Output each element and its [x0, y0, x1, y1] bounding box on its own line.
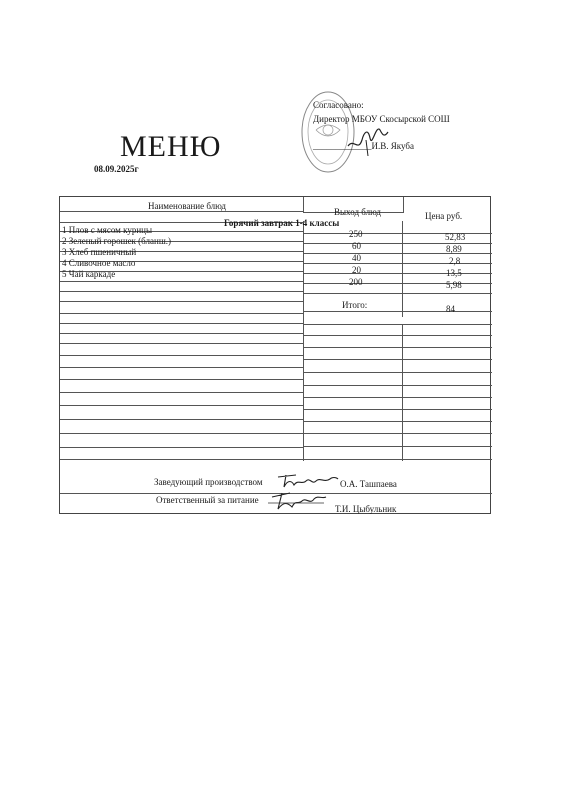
table-rule	[60, 405, 303, 406]
table-rule	[303, 263, 492, 264]
table-rule	[60, 281, 303, 282]
table-rule	[303, 433, 492, 434]
responsible-signature-icon	[268, 489, 328, 515]
header-price: Цена руб.	[425, 211, 463, 221]
table-rule	[303, 293, 492, 294]
table-rule	[303, 283, 492, 284]
table-rule	[60, 291, 303, 292]
dish-name: 2 Зеленый горошек (бланш.)	[62, 236, 172, 246]
table-rule	[303, 359, 492, 360]
page-title: МЕНЮ	[120, 130, 222, 163]
table-rule	[303, 347, 492, 348]
menu-table	[59, 196, 491, 514]
total-value: 84	[446, 304, 455, 314]
dish-price: 13,5	[446, 268, 462, 278]
header-portion: Выход блюд	[334, 207, 381, 217]
table-rule	[303, 243, 492, 244]
table-rule	[60, 419, 303, 420]
table-rule	[303, 253, 492, 254]
table-rule	[303, 385, 492, 386]
table-rule	[60, 367, 303, 368]
dish-portion: 60	[352, 241, 361, 251]
responsible-role: Ответственный за питание	[156, 495, 259, 505]
dish-portion: 200	[349, 277, 363, 287]
manager-name: О.А. Ташпаева	[340, 479, 397, 489]
dish-portion: 40	[352, 253, 361, 263]
table-rule	[60, 447, 303, 448]
table-rule	[60, 392, 303, 393]
table-rule	[303, 446, 492, 447]
table-rule	[60, 301, 303, 302]
dish-name: 3 Хлеб пшеничный	[62, 247, 137, 257]
manager-signature-icon	[276, 469, 340, 491]
dish-name: 1 Плов с мясом курицы	[62, 225, 153, 235]
table-rule	[402, 221, 403, 317]
table-rule	[303, 273, 492, 274]
table-rule	[303, 197, 304, 212]
table-rule	[303, 397, 492, 398]
table-rule	[303, 335, 492, 336]
director-signature-icon	[346, 118, 390, 158]
dish-name: 5 Чай каркаде	[62, 269, 116, 279]
table-rule	[303, 324, 492, 325]
table-rule	[60, 379, 303, 380]
dish-price: 5,98	[446, 280, 462, 290]
table-rule	[403, 197, 404, 213]
table-rule	[60, 459, 303, 460]
table-rule	[303, 421, 492, 422]
table-rule	[60, 343, 303, 344]
section-title: Горячий завтрак 1-4 классы	[224, 218, 340, 228]
table-rule	[303, 409, 492, 410]
table-rule	[60, 355, 303, 356]
table-rule	[60, 313, 303, 314]
dish-price: 8,89	[446, 244, 462, 254]
table-rule	[60, 433, 303, 434]
table-rule	[60, 323, 303, 324]
table-rule	[303, 221, 304, 461]
table-rule	[303, 311, 492, 312]
dish-name: 4 Сливочное масло	[62, 258, 136, 268]
approval-line-3: _____________И.В. Якуба	[313, 141, 414, 151]
dish-portion: 20	[352, 265, 361, 275]
dish-portion: 250	[349, 229, 363, 239]
approval-line-2: Директор МБОУ Скосырской СОШ	[313, 114, 450, 124]
table-rule	[60, 333, 303, 334]
dish-price: 2,8	[449, 256, 461, 266]
header-dish-name: Наименование блюд	[148, 201, 227, 211]
table-rule	[303, 372, 492, 373]
manager-role: Заведующий производством	[154, 477, 263, 487]
responsible-name: Т.И. Цыбульник	[335, 504, 397, 514]
dish-price: 52,83	[445, 232, 466, 242]
total-label: Итого:	[342, 300, 368, 310]
menu-date: 08.09.2025г	[94, 164, 139, 174]
table-rule	[402, 324, 403, 461]
table-rule	[303, 459, 492, 460]
approval-line-1: Согласовано:	[313, 100, 364, 110]
